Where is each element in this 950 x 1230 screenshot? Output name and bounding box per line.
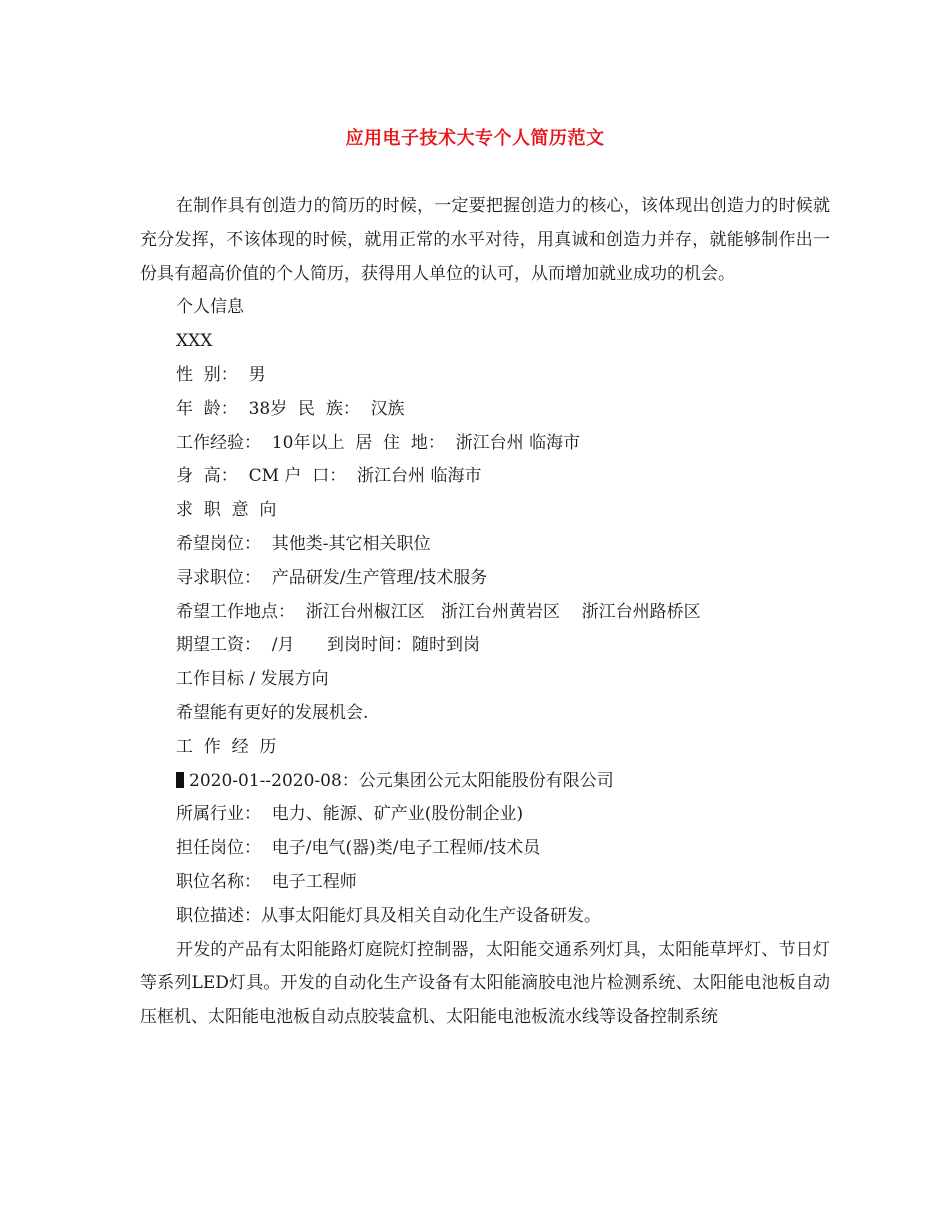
job-header-line <box>140 765 830 799</box>
section-heading-job-intention: 求 职 意 向 <box>176 500 277 521</box>
expected-salary-line: 期望工资： /月 到岗时间：随时到岗 <box>176 635 480 656</box>
experience-residence-line: 工作经验： 10年以上 居 住 地： 浙江台州 临海市 <box>176 432 581 453</box>
role-line: 担任岗位： 电子/电气(器)类/电子工程师/技术员 <box>176 838 541 859</box>
section-heading-personal-info: 个人信息 <box>176 297 244 318</box>
intro-paragraph: 在制作具有创造力的简历的时候，一定要把握创造力的核心，该体现出创造力的时候就充分发挥，不该体现的时候，就用正常的水平对待，用真诚和创造力并存，就能够制作出一份具有超高价值的个人简历，获得用人单位的认可，从而增加就业成功的机会。 <box>140 196 830 284</box>
document-body <box>140 190 830 1035</box>
sought-position-line: 寻求职位： 产品研发/生产管理/技术服务 <box>176 567 488 588</box>
job-title-line: 职位名称： 电子工程师 <box>176 871 357 892</box>
age-ethnicity-line: 年 龄： 38岁 民 族： 汉族 <box>176 398 405 419</box>
closing-paragraph: 开发的产品有太阳能路灯庭院灯控制器，太阳能交通系列灯具，太阳能草坪灯、节日灯等系列LED灯具。开发的自动化生产设备有太阳能滴胶电池片检测系统、太阳能电池板自动压框机、太阳能电池板自动点胶装盒机、太阳能电池板流水线等设备控制系统 <box>140 939 830 1028</box>
document-title: 应用电子技术大专个人简历范文 <box>345 128 605 149</box>
job-header-text: 2020-01--2020-08：公元集团公元太阳能股份有限公司 <box>189 770 614 791</box>
desired-location-line: 希望工作地点： 浙江台州椒江区 浙江台州黄岩区 浙江台州路桥区 <box>176 601 701 622</box>
goal-text-line: 希望能有更好的发展机会. <box>176 702 369 723</box>
section-heading-goal: 工作目标 / 发展方向 <box>176 669 329 690</box>
name-line: XXX <box>176 331 213 352</box>
gender-line: 性 别： 男 <box>176 364 266 385</box>
height-hukou-line: 身 高： CM 户 口： 浙江台州 临海市 <box>176 466 482 487</box>
bullet-bar-icon <box>176 772 184 788</box>
job-description-line: 职位描述：从事太阳能灯具及相关自动化生产设备研发。 <box>176 905 601 926</box>
desired-position-line: 希望岗位： 其他类-其它相关职位 <box>176 533 431 554</box>
section-heading-work-history: 工 作 经 历 <box>176 736 277 757</box>
industry-line: 所属行业： 电力、能源、矿产业(股份制企业) <box>176 804 524 825</box>
